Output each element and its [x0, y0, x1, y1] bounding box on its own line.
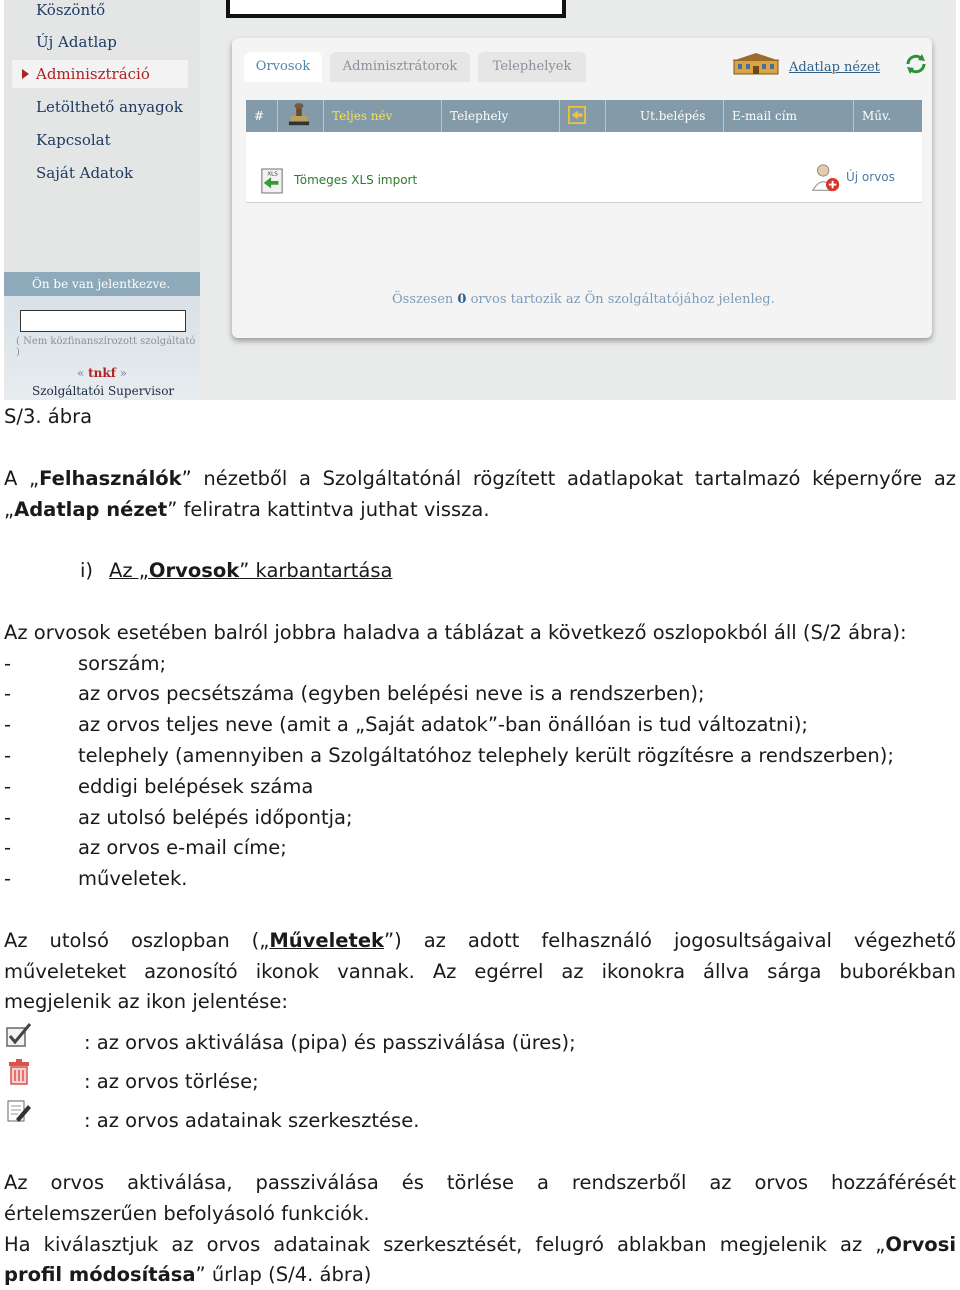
summary-text: Összesen 0 orvos tartozik az Ön szolgáltatójához jelenleg. — [392, 292, 775, 307]
top-frame — [226, 0, 566, 18]
provider-type: ( Nem közfinanszírozott szolgáltató ) — [16, 336, 196, 358]
paragraph-2-line-3: megjelenik az ikon jelentése: — [4, 990, 288, 1013]
tab-sites[interactable]: Telephelyek — [478, 52, 586, 82]
sidebar-item-downloads[interactable]: Letölthető anyagok — [36, 98, 183, 116]
login-panel — [4, 272, 200, 400]
xls-import-button[interactable] — [260, 168, 420, 194]
sidebar — [4, 0, 200, 400]
app-screenshot — [4, 0, 956, 400]
new-doctor-button[interactable] — [810, 162, 920, 194]
icon-legend-row: : az orvos adatainak szerkesztése. — [4, 1105, 804, 1137]
paragraph-1-line-2: „Adatlap nézet” feliratra kattintva juthat vissza. — [4, 498, 490, 521]
stamp-icon-column[interactable] — [278, 100, 324, 132]
user-line: « tnkf » — [76, 366, 128, 380]
paragraph-3-line-2: értelemszerűen befolyásoló funkciók. — [4, 1202, 370, 1225]
add-user-icon — [810, 162, 842, 194]
edit-icon — [4, 1097, 34, 1127]
xls-import-label: Tömeges XLS import — [294, 173, 418, 187]
trash-icon — [4, 1058, 34, 1088]
paragraph-1: A „Felhasználók” nézetből a Szolgáltatónál rögzített adatlapokat tartalmazó képernyőre az — [4, 467, 957, 490]
new-doctor-label: Új orvos — [846, 170, 895, 184]
provider-name-field[interactable] — [20, 310, 186, 332]
login-icon — [568, 106, 586, 124]
sidebar-item-administration[interactable]: Adminisztráció — [12, 60, 188, 88]
sidebar-item-own-data[interactable]: Saját Adatok — [36, 164, 134, 182]
xls-icon — [260, 168, 284, 194]
col-full-name[interactable]: Teljes név — [324, 100, 442, 132]
checkbox-icon — [4, 1021, 34, 1051]
building-icon — [732, 52, 780, 76]
paragraph-2-line-2: műveleteket azonosító ikonok vannak. Az egérrel az ikonokra állva sárga buborékban — [4, 960, 956, 983]
datasheet-view-link[interactable]: Adatlap nézet — [789, 60, 880, 75]
icon-legend-row: : az orvos aktiválása (pipa) és passziválása (üres); — [4, 1027, 804, 1059]
sidebar-item-contact[interactable]: Kapcsolat — [36, 131, 111, 149]
figure-caption: S/3. ábra — [4, 405, 93, 428]
login-count-column[interactable] — [560, 100, 606, 132]
stamp-icon — [288, 103, 310, 129]
paragraph-3-line-1: Az orvos aktiválása, passziválása és törlése a rendszerből az orvos hozzáférését — [4, 1171, 956, 1194]
main-card — [232, 38, 932, 338]
tab-administrators[interactable]: Adminisztrátorok — [330, 52, 470, 82]
paragraph-4-line-1: Ha kiválasztjuk az orvos adatainak szerkesztését, felugró ablakban megjelenik az „Orvosi — [4, 1233, 956, 1256]
sidebar-item-new-datasheet[interactable]: Új Adatlap — [36, 33, 117, 51]
active-arrow-icon — [22, 69, 29, 79]
svg-text:XLS: XLS — [267, 171, 278, 178]
table-body — [246, 132, 922, 203]
user-role: Szolgáltatói Supervisor — [32, 384, 175, 398]
username[interactable]: tnkf — [88, 366, 116, 380]
col-number[interactable]: # — [246, 100, 278, 132]
section-heading: i) Az „Orvosok” karbantartása — [80, 559, 393, 582]
login-status: Ön be van jelentkezve. — [4, 272, 200, 296]
col-site[interactable]: Telephely — [442, 100, 560, 132]
paragraph-2-line-1: Az utolsó oszlopban („Műveletek”) az adott felhasználó jogosultságaival végezhető — [4, 929, 956, 952]
col-actions[interactable]: Műv. — [862, 109, 892, 123]
sidebar-item-welcome[interactable]: Köszöntő — [36, 1, 106, 19]
tab-doctors[interactable]: Orvosok — [244, 52, 322, 82]
icon-legend-row: : az orvos törlése; — [4, 1066, 804, 1098]
intro-text: Az orvosok esetében balról jobbra haladva a táblázat a következő oszlopokból áll (S/2 ábra): — [4, 621, 907, 644]
refresh-icon[interactable] — [904, 52, 928, 76]
table-header — [246, 100, 922, 132]
col-last-login[interactable]: Ut.belépés — [606, 100, 724, 132]
paragraph-4-line-2: profil módosítása” űrlap (S/4. ábra) — [4, 1263, 372, 1286]
col-email[interactable]: E-mail cím — [724, 100, 854, 132]
